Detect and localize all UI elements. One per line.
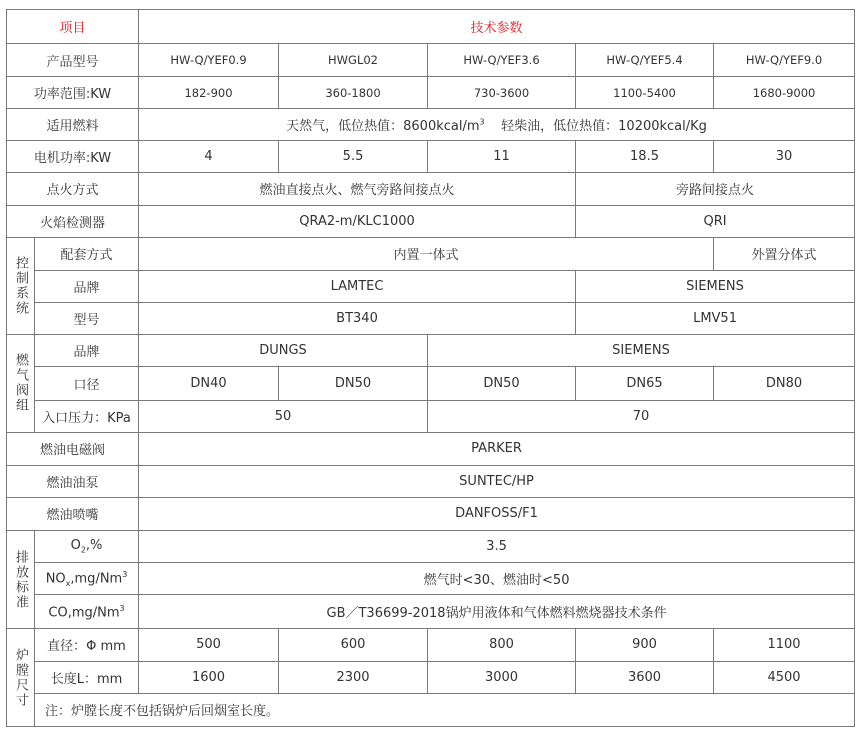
nox-label-post: ,mg/Nm — [70, 571, 123, 587]
row-label — [35, 563, 139, 595]
gas-valve-caliber-row — [7, 367, 855, 400]
o2-value: 3.5 — [139, 531, 855, 563]
length-cell: 4500 — [714, 661, 855, 693]
fuel-row — [7, 109, 855, 140]
furnace-group-label: 炉膛尺寸 — [7, 629, 35, 727]
power-range-cell: 730-3600 — [428, 77, 576, 109]
control-config-b: 外置分体式 — [714, 237, 855, 270]
diameter-cell: 600 — [279, 629, 428, 661]
emission-group-label: 排放标准 — [7, 531, 35, 629]
diameter-cell: 500 — [139, 629, 279, 661]
length-cell: 2300 — [279, 661, 428, 693]
model-cell: HW-Q/YEF5.4 — [576, 44, 714, 77]
oil-solenoid-row — [7, 432, 855, 465]
control-system-group-label: 控制系统 — [7, 237, 35, 334]
caliber-cell: DN50 — [279, 367, 428, 400]
control-brand-row — [7, 271, 855, 303]
header-item: 项目 — [7, 10, 139, 44]
power-range-cell: 1100-5400 — [576, 77, 714, 109]
motor-power-cell: 30 — [714, 140, 855, 172]
row-label: 型号 — [35, 303, 139, 335]
ignition-row — [7, 172, 855, 205]
o2-label-pre: O — [70, 538, 81, 554]
ignition-b: 旁路间接点火 — [576, 172, 855, 205]
furnace-diameter-row — [7, 629, 855, 661]
nox-value: 燃气时<30、燃油时<50 — [139, 563, 855, 595]
length-cell: 1600 — [139, 661, 279, 693]
row-label — [35, 531, 139, 563]
flame-detector-b: QRI — [576, 205, 855, 237]
row-label: 产品型号 — [7, 44, 139, 77]
header-row — [7, 10, 855, 44]
gas-valve-group-label: 燃气阀组 — [7, 335, 35, 432]
fuel-value — [139, 109, 855, 140]
gas-valve-brand-a: DUNGS — [139, 335, 428, 367]
model-cell: HW-Q/YEF3.6 — [428, 44, 576, 77]
emission-o2-row — [7, 531, 855, 563]
row-label: 火焰检测器 — [7, 205, 139, 237]
caliber-cell: DN80 — [714, 367, 855, 400]
diameter-cell: 1100 — [714, 629, 855, 661]
o2-label-sub: 2 — [80, 545, 86, 555]
oil-pump-row — [7, 465, 855, 497]
control-model-a: BT340 — [139, 303, 576, 335]
row-label: 配套方式 — [35, 237, 139, 270]
nox-label-sub: x — [65, 578, 71, 588]
gas-valve-pressure-row — [7, 400, 855, 432]
row-label: 电机功率:KW — [7, 140, 139, 172]
model-cell: HW-Q/YEF9.0 — [714, 44, 855, 77]
row-label: 口径 — [35, 367, 139, 400]
motor-power-row — [7, 140, 855, 172]
diameter-cell: 900 — [576, 629, 714, 661]
power-range-cell: 182-900 — [139, 77, 279, 109]
motor-power-cell: 11 — [428, 140, 576, 172]
gas-valve-brand-b: SIEMENS — [428, 335, 855, 367]
flame-detector-row — [7, 205, 855, 237]
control-model-row — [7, 303, 855, 335]
power-range-row — [7, 77, 855, 109]
emission-nox-row — [7, 563, 855, 595]
emission-co-row — [7, 595, 855, 629]
row-label: 直径：Φ mm — [35, 629, 139, 661]
length-cell: 3000 — [428, 661, 576, 693]
control-model-b: LMV51 — [576, 303, 855, 335]
furnace-length-row — [7, 661, 855, 693]
ignition-a: 燃油直接点火、燃气旁路间接点火 — [139, 172, 576, 205]
row-label: 点火方式 — [7, 172, 139, 205]
oil-solenoid-value: PARKER — [139, 432, 855, 465]
row-label: 燃油油泵 — [7, 465, 139, 497]
nox-label-sup: 3 — [122, 569, 128, 579]
caliber-cell: DN50 — [428, 367, 576, 400]
row-label: 适用燃料 — [7, 109, 139, 140]
furnace-note-row — [7, 693, 855, 726]
inlet-pressure-b: 70 — [428, 400, 855, 432]
control-config-a: 内置一体式 — [139, 237, 714, 270]
oil-pump-value: SUNTEC/HP — [139, 465, 855, 497]
flame-detector-a: QRA2-m/KLC1000 — [139, 205, 576, 237]
row-label — [35, 595, 139, 629]
fuel-gas: 天然气，低位热值：8600kcal/m — [286, 118, 480, 134]
length-cell: 3600 — [576, 661, 714, 693]
row-label: 燃油喷嘴 — [7, 497, 139, 530]
diameter-cell: 800 — [428, 629, 576, 661]
motor-power-cell: 18.5 — [576, 140, 714, 172]
model-row — [7, 44, 855, 77]
fuel-oil: 轻柴油，低位热值：10200kcal/Kg — [501, 118, 707, 134]
model-cell: HWGL02 — [279, 44, 428, 77]
caliber-cell: DN40 — [139, 367, 279, 400]
row-label: 功率范围:KW — [7, 77, 139, 109]
co-value: GB／T36699-2018锅炉用液体和气体燃料燃烧器技术条件 — [139, 595, 855, 629]
fuel-gas-sup: 3 — [479, 117, 485, 127]
row-label: 长度L：mm — [35, 661, 139, 693]
motor-power-cell: 5.5 — [279, 140, 428, 172]
oil-nozzle-value: DANFOSS/F1 — [139, 497, 855, 530]
nox-label-pre: NO — [45, 571, 66, 587]
inlet-pressure-a: 50 — [139, 400, 428, 432]
row-label: 品牌 — [35, 335, 139, 367]
power-range-cell: 1680-9000 — [714, 77, 855, 109]
control-brand-b: SIEMENS — [576, 271, 855, 303]
row-label: 品牌 — [35, 271, 139, 303]
power-range-cell: 360-1800 — [279, 77, 428, 109]
row-label: 入口压力：KPa — [35, 400, 139, 432]
motor-power-cell: 4 — [139, 140, 279, 172]
technical-spec-table — [6, 9, 855, 727]
oil-nozzle-row — [7, 497, 855, 530]
o2-label-post: ,% — [85, 538, 103, 554]
furnace-note: 注：炉膛长度不包括锅炉后回烟室长度。 — [35, 693, 855, 726]
co-label-sup: 3 — [119, 603, 125, 613]
control-brand-a: LAMTEC — [139, 271, 576, 303]
gas-valve-brand-row — [7, 335, 855, 367]
caliber-cell: DN65 — [576, 367, 714, 400]
control-config-row — [7, 237, 855, 270]
row-label: 燃油电磁阀 — [7, 432, 139, 465]
header-params: 技术参数 — [139, 10, 855, 44]
co-label-pre: CO,mg/Nm — [48, 605, 120, 620]
model-cell: HW-Q/YEF0.9 — [139, 44, 279, 77]
